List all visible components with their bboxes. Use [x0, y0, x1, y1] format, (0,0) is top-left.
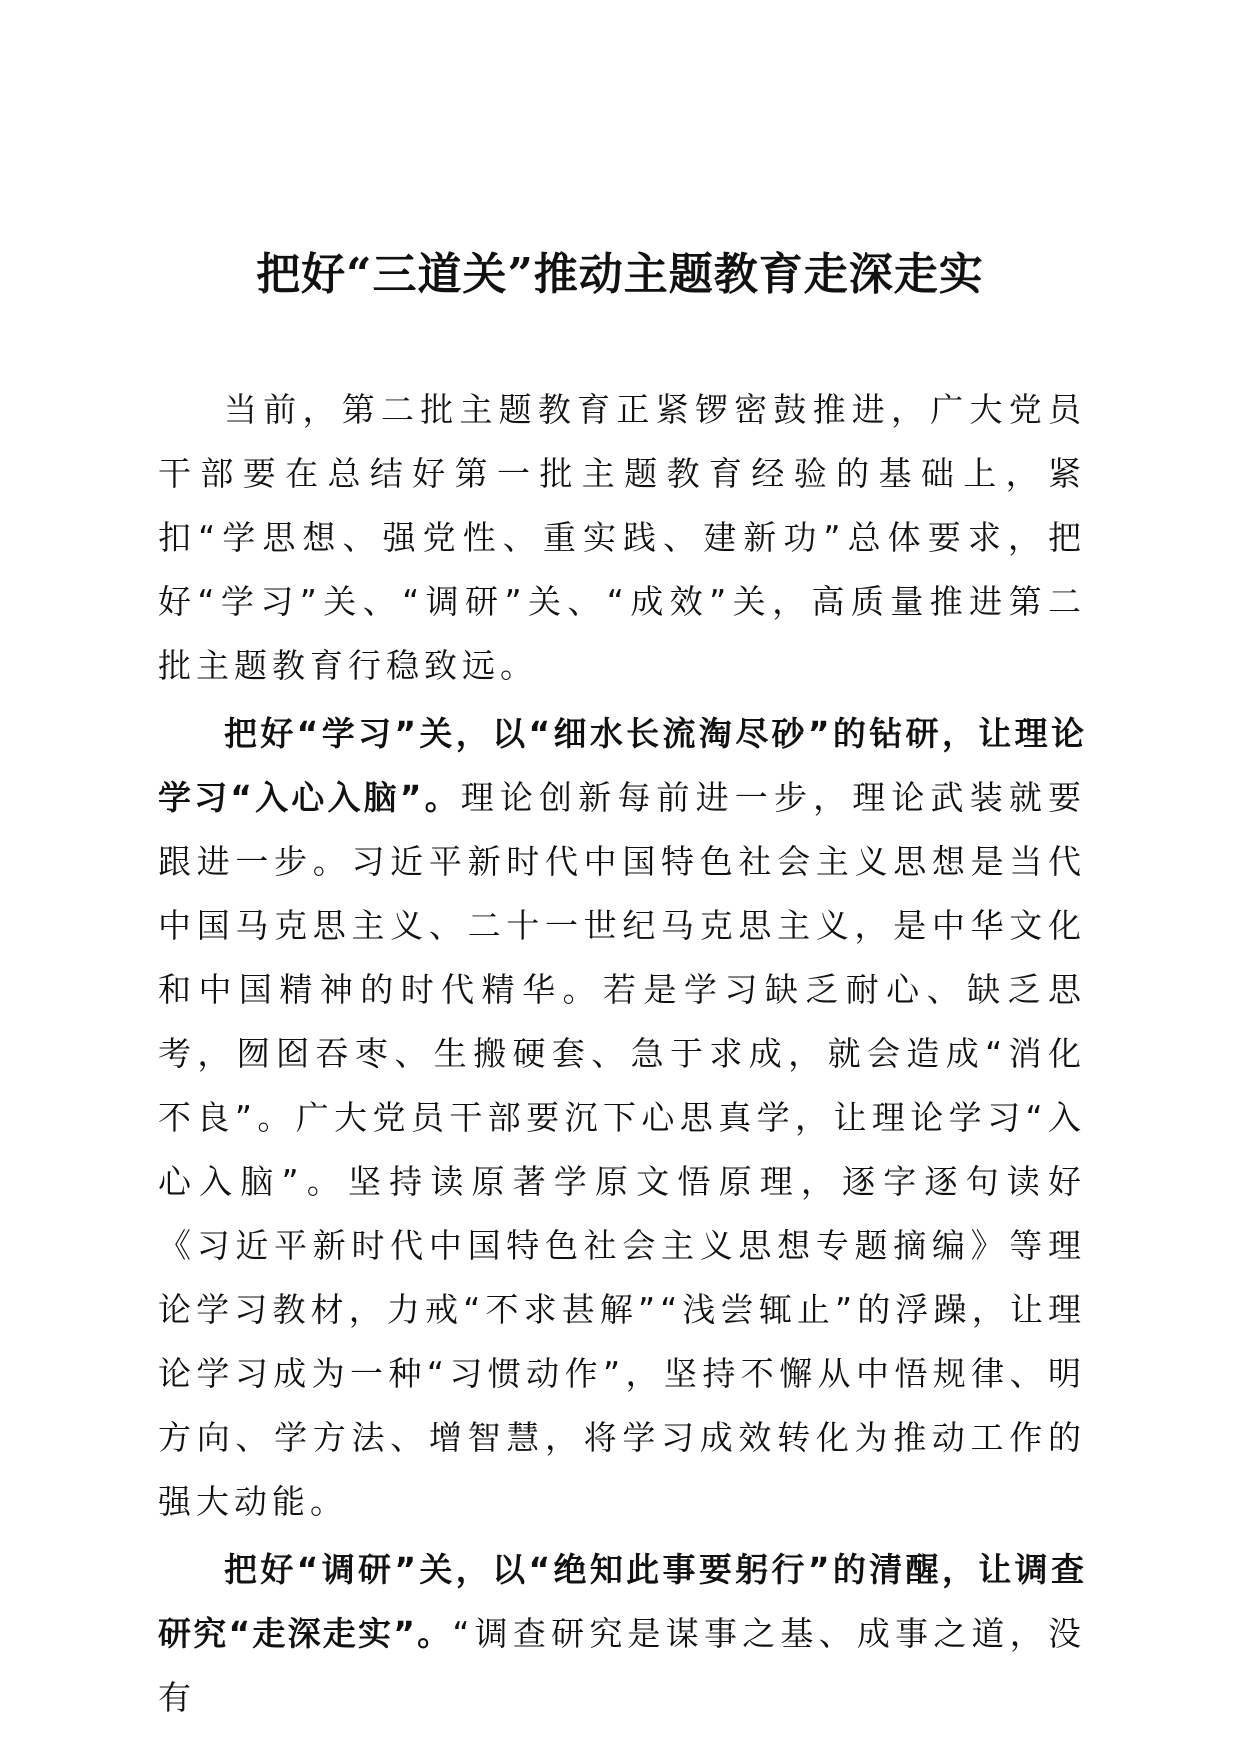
paragraph-research-text: “调查研究是谋事之基、成事之道，没有 — [158, 1614, 1086, 1717]
paragraph-study-lead: 把好“学习”关，以“细水长流淘尽砂”的钻研，让理论学习“入心入脑”。 — [158, 714, 1086, 817]
paragraph-research — [158, 1538, 1086, 1730]
paragraph-study — [158, 702, 1086, 1534]
paragraph-intro — [158, 378, 1086, 698]
paragraph-intro-text: 当前，第二批主题教育正紧锣密鼓推进，广大党员干部要在总结好第一批主题教育经验的基础上，紧扣“学思想、强党性、重实践、建新功”总体要求，把好“学习”关、“调研”关、“成效”关，高质量推进第二批主题教育行稳致远。 — [158, 390, 1086, 685]
paragraph-research-lead: 把好“调研”关，以“绝知此事要躬行”的清醒，让调查研究“走深走实”。 — [158, 1550, 1086, 1653]
document-body — [158, 378, 1086, 1734]
document-title: 把好“三道关”推动主题教育走深走实 — [256, 249, 984, 300]
paragraph-study-text: 理论创新每前进一步，理论武装就要跟进一步。习近平新时代中国特色社会主义思想是当代中国马克思主义、二十一世纪马克思主义，是中华文化和中国精神的时代精华。若是学习缺乏耐心、缺乏思考，囫囵吞枣、生搬硬套、急于求成，就会造成“消化不良”。广大党员干部要沉下心思真学，让理论学习“入心入脑”。坚持读原著学原文悟原理，逐字逐句读好《习近平新时代中国特色社会主义思想专题摘编》等理论学习教材，力戒“不求甚解”“浅尝辄止”的浮躁，让理论学习成为一种“习惯动作”，坚持不懈从中悟规律、明方向、学方法、增智慧，将学习成效转化为推动工作的强大动能。 — [158, 778, 1086, 1521]
